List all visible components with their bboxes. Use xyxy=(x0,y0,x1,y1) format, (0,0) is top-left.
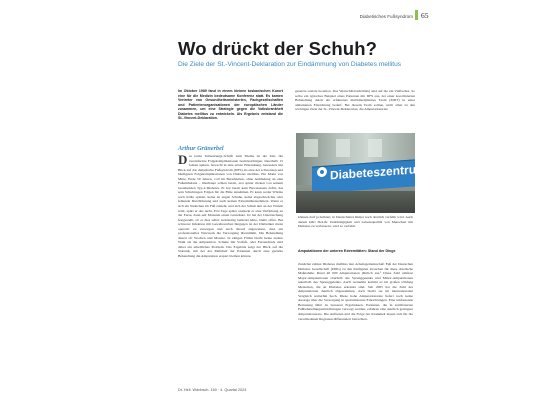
page-footer: Dt. Heil. Wdnbsch. 160 · 4. Quartal 2024 xyxy=(178,388,247,392)
page-number: 65 xyxy=(421,11,429,20)
intro-right-column: gesetzte soziale Isolation. Das Wertschätzverhältnis) sind auf die ein Vielfaches. So sollte ein typisches Beispiel eines Patienten mit DFS aus, der einer koordinierten Behandlung durch ein erfahrenes multidisziplinäres Team (MDT) in einer ambulanten Einrichtung bedarf. Bei diesem Team sollten, nicht allen zu den wichtigen Ziele der St.-Vincent-Deklaration, die Amputationsrate xyxy=(295,89,415,112)
photo-window xyxy=(336,139,350,157)
running-title: Diabetisches Fußsyndrom xyxy=(359,14,413,19)
drop-cap: D xyxy=(178,152,188,167)
left-column-text: as letzte Teilsetzungs-Schrift zum Thema ist die Zeit, die vereinfachte Folgekomplikationen berücksichtigen. Innerhalb 15 Jahren spüren, bewacht in eine ernste Erkrankung, besonders mit Blick auf das diabetische Fußsyndrom (DFS) als eine der schwersten und häufigsten Folgekomplikationen von Diabetes mellitus. Ein Mann von Mitte, Ende 50 Jahren, voll im Berufsleben, ohne Anbindung an eine Fußambulanz – überhaupt schien bereit, erst später rücken von seinem bestehenden Typ-2-Diabetes. Er hat bereit kein Bewusstsein dafür, das sein Schuhtragen Folgen für die Füße annehmen. Er kann weder Wärme noch Kälte spüren, keine zu engen Schuhe, keine abgeschwächte oder fehlende Durchblutung und auch keinen Extremitätenschmerz. Wenn er sich ein Steinchen im Fuß zuzieht, und sich der Schuh nun an der Wunde reibt, spürt er das nicht. Erst Tage später entdeckt er eine Verfärbung an der Ferse, dann seit Monaten einen Grundsatz. Ist bei der Untersuchung festgestellt, ob er dies selbst rechtzeitig bemerkt hätte, bleibt offen. Bei schwerer Infektion mit Gewebeverlust hingegen ist der Diabetiker meist operativ zu versorgen und auch darauf angewiesen, dass ein professionelles Netzwerk die Versorgung übernimmt. Die Behandlung dauert oft Wochen und Monate. In einigen Fällen bleibt keine andere Wahl als die Amputation. Schuhe mit Vorfuß- oder Fersendruck sind dabei ein erhebliches Problem. Das Ergebnis zeigt der Blick auf die Statistik, mit der der Mehrheit der Patienten durch eine gezielte Behandlung die Amputation erspart bleiben könnte. xyxy=(178,154,283,259)
header-accent-bar xyxy=(415,10,418,20)
left-column-body xyxy=(178,154,283,259)
photo-sign-text: Diabeteszentrum xyxy=(330,161,427,183)
article-intro: Im Oktober 1989 fand in einem kleinen toskanischen Kurort eine für die Medizin bedeutsame Konferenz statt. Es kamen Vertreter von Gesundheitsministerien, Fachgesellschaften und Patientenorganisationen der europäischen Länder zusammen, um eine Strategie gegen die Volkskrankheit Diabetes mellitus zu entwickeln. Als Ergebnis entstand die St.-Vincent-Deklaration. xyxy=(178,89,283,121)
photo-window xyxy=(304,139,318,157)
photo-window xyxy=(368,139,382,157)
diabeteszentrum-photo xyxy=(296,133,427,213)
right-column-body: können darf ja halbiert, in Deutschland immer noch deutlich verfehlt wird. Auch darum klärt DeLife Unabhängigkeit und Lebensqualität von Menschen mit Diabetes zu verbessern, wird so verfehlt. xyxy=(298,215,413,229)
photo-ground xyxy=(296,191,415,213)
section-heading: Amputationen der unteren Extremitäten: Stand der Dinge xyxy=(298,249,396,253)
right-column-body-2: Zunächst zahlen Diabetes mellitus laut Arbeitsgemeinschaft Fuß der Deutschen Diabetes Gesellschaft (DDG) zu den häufigsten Ursachen für diese drastische Maßnahme. Rund 40 000 Amputationen jährlich aus.¹ Diese Zahl umfasst Major-Amputationen oberhalb des Sprunggelenks und Minor-Amputationen unterhalb des Sprunggelenks. Auch weiterhin kommt es im großen Umfang Menschen, die an Diabetes erkrankt sind. Seit 2005 hat die Zahl der Amputationen deutlich abgenommen, doch bleibt sie im internationalen Vergleich weiterhin hoch. Diese hohe Amputationsrate liefert noch keine Aussage über die Versorgung in spezialisierten Einrichtungen. Eine umfassende Betreuung führt zu besseren Ergebnissen. Patienten, die in zertifizierten Fußbehandlungseinrichtungen versorgt werden, erfahren eine deutlich geringere Amputationsrate. Die Auftreten und die Folge der Krankheit lassen sich für die verschiedenen Regionen differenziert betrachten. xyxy=(298,262,413,321)
article-subtitle: Die Ziele der St.-Vincent-Deklaration zur Eindämmung von Diabetes mellitus xyxy=(178,61,402,68)
article-title: Wo drückt der Schuh? xyxy=(178,38,378,59)
author-name: Arthur Grünerbel xyxy=(178,145,224,152)
